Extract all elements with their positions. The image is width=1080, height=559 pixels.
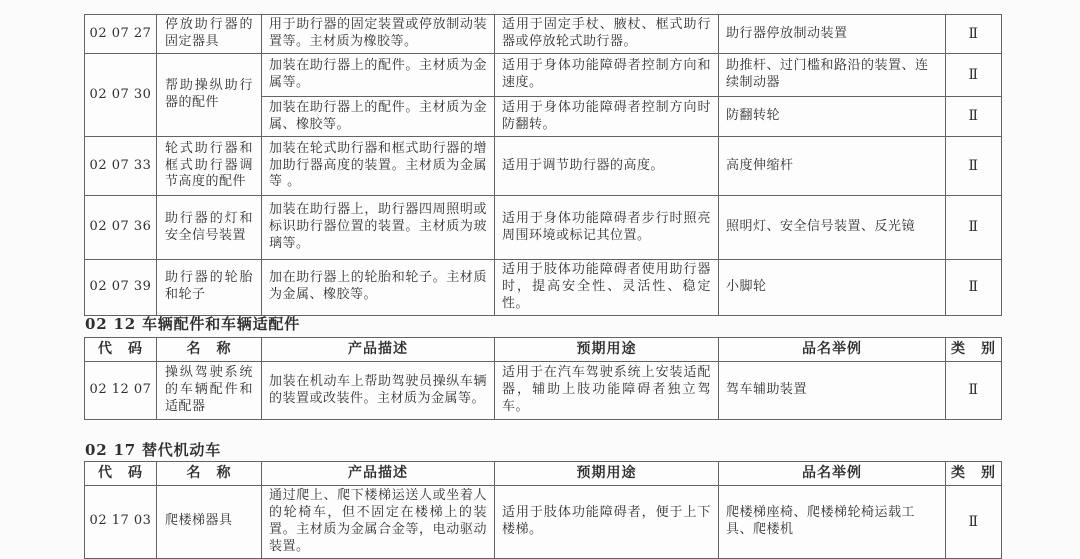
table-section-02-12 (84, 337, 1002, 420)
cell-description: 用于助行器的固定装置或停放制动装置等。主材质为橡胶等。 (262, 15, 495, 54)
column-header-category: 类 别 (946, 462, 1002, 486)
cell-intended-use: 适用于身体功能障碍者控制方向和速度。 (495, 54, 719, 97)
cell-name: 爬楼梯器具 (157, 486, 262, 559)
cell-examples: 爬楼梯座椅、爬楼梯轮椅运载工具、爬楼机 (719, 486, 946, 559)
cell-description: 加装在助行器上的配件。主材质为金属等。 (262, 54, 495, 97)
cell-code: 02 07 27 (85, 15, 157, 54)
table-section-02-17 (84, 461, 1002, 559)
cell-name: 轮式助行器和框式助行器调节高度的配件 (157, 137, 262, 196)
cell-category: Ⅱ (946, 196, 1002, 260)
column-header-intended-use: 预期用途 (495, 462, 719, 486)
cell-name: 助行器的灯和安全信号装置 (157, 196, 262, 260)
column-header-examples: 品名举例 (719, 338, 946, 362)
cell-name: 助行器的轮胎和轮子 (157, 260, 262, 316)
cell-examples: 助推杆、过门槛和路沿的装置、连续制动器 (719, 54, 946, 97)
column-header-intended-use: 预期用途 (495, 338, 719, 362)
cell-code: 02 07 33 (85, 137, 157, 196)
column-header-description: 产品描述 (262, 338, 495, 362)
table-row (85, 196, 1002, 260)
cell-intended-use: 适用于固定手杖、腋杖、框式助行器或停放轮式助行器。 (495, 15, 719, 54)
cell-intended-use: 适用于身体功能障碍者控制方向时防翻转。 (495, 97, 719, 137)
cell-code: 02 12 07 (85, 362, 157, 420)
cell-code: 02 07 30 (85, 54, 157, 137)
table-row (85, 15, 1002, 54)
cell-examples: 高度伸缩杆 (719, 137, 946, 196)
cell-category: Ⅱ (946, 97, 1002, 137)
cell-category: Ⅱ (946, 362, 1002, 420)
cell-code: 02 07 39 (85, 260, 157, 316)
column-header-name: 名 称 (157, 338, 262, 362)
table-header-row (85, 338, 1002, 362)
column-header-code: 代 码 (85, 462, 157, 486)
cell-description: 通过爬上、爬下楼梯运送人或坐着人的轮椅车，但不固定在楼梯上的装置。主材质为金属合金等，电动驱动装置。 (262, 486, 495, 559)
cell-examples: 防翻转轮 (719, 97, 946, 137)
table-row (85, 362, 1002, 420)
cell-examples: 驾车辅助装置 (719, 362, 946, 420)
cell-intended-use: 适用于在汽车驾驶系统上安装适配器，辅助上肢功能障碍者独立驾车。 (495, 362, 719, 420)
cell-intended-use: 适用于肢体功能障碍者使用助行器时，提高安全性、灵活性、稳定性。 (495, 260, 719, 316)
column-header-code: 代 码 (85, 338, 157, 362)
cell-description: 加装在助行器上，助行器四周照明或标识助行器位置的装置。主材质为玻璃等。 (262, 196, 495, 260)
cell-code: 02 17 03 (85, 486, 157, 559)
section-heading-02-12: 02 12 车辆配件和车辆适配件 (85, 315, 300, 333)
table-row (85, 54, 1002, 97)
cell-examples: 小脚轮 (719, 260, 946, 316)
column-header-description: 产品描述 (262, 462, 495, 486)
column-header-name: 名 称 (157, 462, 262, 486)
cell-examples: 助行器停放制动装置 (719, 15, 946, 54)
cell-examples: 照明灯、安全信号装置、反光镜 (719, 196, 946, 260)
cell-description: 加装在轮式助行器和框式助行器的增加助行器高度的装置。主材质为金属等 。 (262, 137, 495, 196)
cell-code: 02 07 36 (85, 196, 157, 260)
cell-category: Ⅱ (946, 15, 1002, 54)
cell-intended-use: 适用于身体功能障碍者步行时照亮周围环境或标记其位置。 (495, 196, 719, 260)
column-header-category: 类 别 (946, 338, 1002, 362)
table-row (85, 260, 1002, 316)
table-row (85, 137, 1002, 196)
cell-category: Ⅱ (946, 486, 1002, 559)
cell-name: 操纵驾驶系统的车辆配件和适配器 (157, 362, 262, 420)
cell-name: 停放助行器的固定器具 (157, 15, 262, 54)
section-heading-02-17: 02 17 替代机动车 (85, 441, 221, 459)
cell-description: 加装在机动车上帮助驾驶员操纵车辆的装置或改装件。主材质为金属等。 (262, 362, 495, 420)
cell-intended-use: 适用于调节助行器的高度。 (495, 137, 719, 196)
column-header-examples: 品名举例 (719, 462, 946, 486)
cell-intended-use: 适用于肢体功能障碍者，便于上下楼梯。 (495, 486, 719, 559)
cell-name: 帮助操纵助行器的配件 (157, 54, 262, 137)
cell-description: 加在助行器上的轮胎和轮子。主材质为金属、橡胶等。 (262, 260, 495, 316)
cell-category: Ⅱ (946, 260, 1002, 316)
cell-category: Ⅱ (946, 54, 1002, 97)
cell-category: Ⅱ (946, 137, 1002, 196)
table-section-02-07 (84, 14, 1002, 316)
table-row (85, 486, 1002, 559)
cell-description: 加装在助行器上的配件。主材质为金属、橡胶等。 (262, 97, 495, 137)
table-header-row (85, 462, 1002, 486)
